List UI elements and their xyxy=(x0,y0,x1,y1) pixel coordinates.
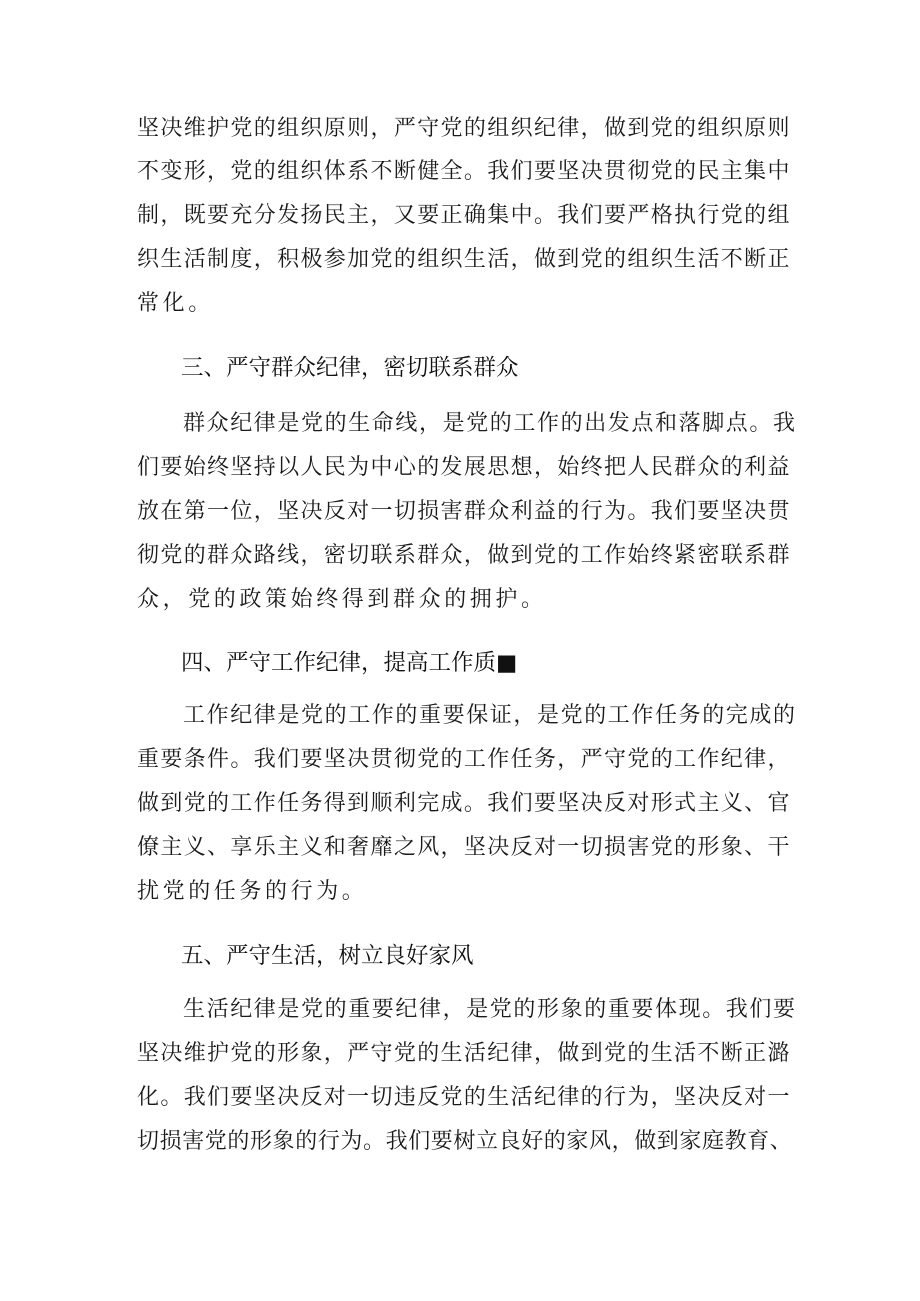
paragraph-3-line-1: 群众纪律是党的生命线，是党的工作的出发点和落脚点。我 xyxy=(183,411,797,436)
paragraph-3-line-5: 众，党的政策始终得到群众的拥护。 xyxy=(137,587,547,612)
paragraph-3-line-2: 们要始终坚持以人民为中心的发展思想，始终把人民群众的利益 xyxy=(137,455,791,480)
section-4-heading: 四、严守工作纪律，提高工作质■ xyxy=(181,650,518,676)
paragraph-4-line-4: 僚主义、享乐主义和奢靡之风，坚决反对一切损害党的形象、干 xyxy=(137,835,791,860)
paragraph-4-line-2: 重要条件。我们要坚决贯彻党的工作任务，严守党的工作纪律， xyxy=(137,747,791,772)
paragraph-4-line-1: 工作纪律是党的工作的重要保证，是党的工作任务的完成的 xyxy=(183,703,797,728)
paragraph-5-line-1: 生活纪律是党的重要纪律，是党的形象的重要体现。我们要 xyxy=(183,997,797,1022)
paragraph-4-line-3: 做到党的工作任务得到顺利完成。我们要坚决反对形式主义、官 xyxy=(137,791,791,816)
paragraph-3-line-4: 彻党的群众路线，密切联系群众，做到党的工作始终紧密联系群 xyxy=(137,543,791,568)
paragraph-1-line-2: 不变形，党的组织体系不断健全。我们要坚决贯彻党的民主集中 xyxy=(137,159,791,184)
section-3-heading: 三、严守群众纪律，密切联系群众 xyxy=(181,355,519,381)
paragraph-1-line-5: 常化。 xyxy=(137,291,214,316)
paragraph-5-line-4: 切损害党的形象的行为。我们要树立良好的家风，做到家庭教育、 xyxy=(137,1129,793,1154)
paragraph-3-line-3: 放在第一位，坚决反对一切损害群众利益的行为。我们要坚决贯 xyxy=(137,499,791,524)
section-5-heading: 五、严守生活，树立良好家风 xyxy=(181,943,474,969)
paragraph-1-line-3: 制，既要充分发扬民主，又要正确集中。我们要严格执行党的组 xyxy=(137,203,791,228)
paragraph-5-line-3: 化。我们要坚决反对一切违反党的生活纪律的行为，坚决反对一 xyxy=(137,1085,791,1110)
paragraph-5-line-2: 坚决维护党的形象，严守党的生活纪律，做到党的生活不断正潞 xyxy=(137,1041,791,1066)
paragraph-1-line-1: 坚决维护党的组织原则，严守党的组织纪律，做到党的组织原则 xyxy=(137,116,791,141)
paragraph-4-line-5: 扰党的任务的行为。 xyxy=(137,879,368,904)
paragraph-1-line-4: 织生活制度，积极参加党的组织生活，做到党的组织生活不断正 xyxy=(137,247,791,272)
